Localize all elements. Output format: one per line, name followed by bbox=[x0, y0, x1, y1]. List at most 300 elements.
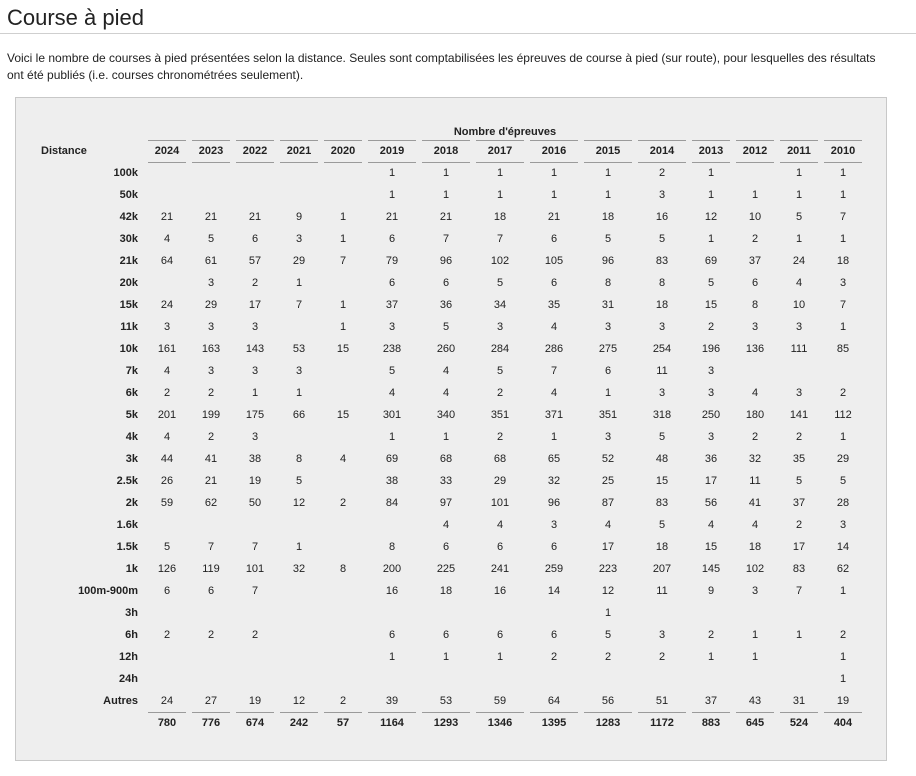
count-cell: 5 bbox=[604, 233, 612, 245]
count-cell: 1 bbox=[295, 541, 303, 553]
count-cell: 1 bbox=[839, 673, 847, 685]
count-cell: 3 bbox=[604, 431, 612, 443]
count-cell bbox=[189, 162, 233, 184]
count-cell: 12 bbox=[292, 695, 306, 707]
count-cell: 1 bbox=[795, 167, 803, 179]
count-cell: 301 bbox=[382, 409, 402, 421]
count-cell: 5 bbox=[795, 211, 803, 223]
count-cell: 6 bbox=[388, 277, 396, 289]
count-cell: 32 bbox=[547, 475, 561, 487]
count-cell: 102 bbox=[490, 255, 510, 267]
count-cell: 1 bbox=[496, 167, 504, 179]
count-cell: 2 bbox=[839, 387, 847, 399]
table-row bbox=[41, 206, 865, 228]
totals-row bbox=[41, 712, 865, 734]
count-cell: 5 bbox=[295, 475, 303, 487]
count-cell: 9 bbox=[707, 585, 715, 597]
count-cell: 136 bbox=[745, 343, 765, 355]
count-cell: 2 bbox=[550, 651, 558, 663]
count-cell: 5 bbox=[442, 321, 450, 333]
count-cell: 28 bbox=[836, 497, 850, 509]
count-cell: 24 bbox=[160, 299, 174, 311]
count-cell: 2 bbox=[207, 431, 215, 443]
count-cell bbox=[821, 602, 865, 624]
count-cell: 6 bbox=[604, 365, 612, 377]
count-cell: 18 bbox=[655, 299, 669, 311]
distance-label: 5k bbox=[125, 409, 138, 421]
count-cell: 4 bbox=[442, 387, 450, 399]
count-cell: 351 bbox=[490, 409, 510, 421]
count-cell: 2 bbox=[251, 277, 259, 289]
count-cell bbox=[233, 668, 277, 690]
count-cell: 1 bbox=[550, 189, 558, 201]
count-cell: 17 bbox=[792, 541, 806, 553]
count-cell bbox=[321, 646, 365, 668]
count-cell bbox=[635, 668, 689, 690]
count-cell: 2 bbox=[339, 497, 347, 509]
count-cell: 3 bbox=[658, 387, 666, 399]
count-cell bbox=[233, 514, 277, 536]
count-cell bbox=[189, 514, 233, 536]
distance-label: 1.5k bbox=[116, 541, 138, 553]
total-cell: 674 bbox=[233, 712, 277, 734]
count-cell: 59 bbox=[493, 695, 507, 707]
distance-label: 3h bbox=[125, 607, 138, 619]
count-cell: 351 bbox=[598, 409, 618, 421]
table-row bbox=[41, 448, 865, 470]
count-cell: 4 bbox=[163, 233, 171, 245]
count-cell bbox=[321, 470, 365, 492]
count-cell: 4 bbox=[795, 277, 803, 289]
total-cell: 1283 bbox=[581, 712, 635, 734]
count-cell: 7 bbox=[839, 211, 847, 223]
count-cell bbox=[189, 668, 233, 690]
count-cell: 29 bbox=[493, 475, 507, 487]
table-row bbox=[41, 272, 865, 294]
count-cell: 6 bbox=[550, 277, 558, 289]
count-cell: 286 bbox=[544, 343, 564, 355]
count-cell bbox=[365, 514, 419, 536]
count-cell: 26 bbox=[160, 475, 174, 487]
count-cell: 17 bbox=[248, 299, 262, 311]
count-cell: 3 bbox=[207, 277, 215, 289]
total-cell: 776 bbox=[189, 712, 233, 734]
count-cell: 1 bbox=[707, 189, 715, 201]
count-cell: 85 bbox=[836, 343, 850, 355]
table-row bbox=[41, 646, 865, 668]
count-cell: 16 bbox=[655, 211, 669, 223]
count-cell: 31 bbox=[792, 695, 806, 707]
count-cell: 29 bbox=[292, 255, 306, 267]
count-cell: 34 bbox=[493, 299, 507, 311]
count-cell: 5 bbox=[795, 475, 803, 487]
distance-label: 42k bbox=[119, 211, 138, 223]
table-row bbox=[41, 690, 865, 712]
count-cell bbox=[635, 602, 689, 624]
distance-label: Autres bbox=[103, 695, 138, 707]
count-cell: 12 bbox=[704, 211, 718, 223]
count-cell bbox=[321, 162, 365, 184]
count-cell: 1 bbox=[707, 651, 715, 663]
count-cell: 31 bbox=[601, 299, 615, 311]
count-cell: 38 bbox=[248, 453, 262, 465]
count-cell bbox=[189, 602, 233, 624]
count-cell: 7 bbox=[251, 585, 259, 597]
count-cell bbox=[473, 668, 527, 690]
count-cell: 2 bbox=[207, 629, 215, 641]
count-cell: 3 bbox=[295, 365, 303, 377]
count-cell: 6 bbox=[550, 541, 558, 553]
count-cell: 15 bbox=[336, 343, 350, 355]
table-row bbox=[41, 470, 865, 492]
count-cell: 4 bbox=[388, 387, 396, 399]
count-cell bbox=[527, 668, 581, 690]
year-column-header: 2018 bbox=[419, 140, 473, 162]
count-cell: 3 bbox=[839, 519, 847, 531]
count-cell: 21 bbox=[160, 211, 174, 223]
count-cell: 1 bbox=[496, 651, 504, 663]
count-cell: 7 bbox=[339, 255, 347, 267]
table-row bbox=[41, 316, 865, 338]
count-cell: 1 bbox=[839, 431, 847, 443]
distance-label: 6k bbox=[125, 387, 138, 399]
count-cell: 5 bbox=[658, 233, 666, 245]
count-cell: 18 bbox=[748, 541, 762, 553]
count-cell: 7 bbox=[251, 541, 259, 553]
table-row bbox=[41, 250, 865, 272]
count-cell: 37 bbox=[748, 255, 762, 267]
count-cell: 96 bbox=[547, 497, 561, 509]
count-cell: 50 bbox=[248, 497, 262, 509]
count-cell: 6 bbox=[442, 541, 450, 553]
count-cell: 1 bbox=[295, 387, 303, 399]
count-cell: 2 bbox=[795, 519, 803, 531]
count-cell: 4 bbox=[496, 519, 504, 531]
count-cell: 199 bbox=[201, 409, 221, 421]
count-cell: 1 bbox=[442, 167, 450, 179]
count-cell: 3 bbox=[707, 387, 715, 399]
count-cell: 3 bbox=[207, 321, 215, 333]
count-cell: 41 bbox=[204, 453, 218, 465]
count-cell: 21 bbox=[204, 475, 218, 487]
count-cell: 27 bbox=[204, 695, 218, 707]
distance-label: 2k bbox=[125, 497, 138, 509]
count-cell: 1 bbox=[795, 233, 803, 245]
count-cell: 2 bbox=[658, 167, 666, 179]
count-cell: 3 bbox=[751, 585, 759, 597]
distance-label: 21k bbox=[119, 255, 138, 267]
count-cell: 3 bbox=[163, 321, 171, 333]
distance-label: 100m-900m bbox=[78, 585, 138, 597]
count-cell: 223 bbox=[598, 563, 618, 575]
total-cell: 242 bbox=[277, 712, 321, 734]
count-cell: 7 bbox=[295, 299, 303, 311]
count-cell: 69 bbox=[704, 255, 718, 267]
count-cell: 3 bbox=[795, 387, 803, 399]
count-cell: 1 bbox=[839, 233, 847, 245]
count-cell bbox=[145, 514, 189, 536]
count-cell: 43 bbox=[748, 695, 762, 707]
count-cell: 2 bbox=[751, 233, 759, 245]
year-column-header: 2019 bbox=[365, 140, 419, 162]
table-row bbox=[41, 514, 865, 536]
stats-panel bbox=[15, 97, 887, 761]
count-cell: 19 bbox=[248, 695, 262, 707]
page-title: Course à pied bbox=[0, 0, 916, 34]
count-cell: 19 bbox=[836, 695, 850, 707]
count-cell bbox=[233, 162, 277, 184]
total-cell: 1346 bbox=[473, 712, 527, 734]
year-column-header: 2022 bbox=[233, 140, 277, 162]
count-cell: 8 bbox=[388, 541, 396, 553]
count-cell bbox=[321, 514, 365, 536]
count-cell: 4 bbox=[604, 519, 612, 531]
count-cell: 141 bbox=[789, 409, 809, 421]
count-cell bbox=[233, 646, 277, 668]
count-cell: 1 bbox=[795, 189, 803, 201]
count-cell: 3 bbox=[550, 519, 558, 531]
count-cell: 3 bbox=[388, 321, 396, 333]
count-cell bbox=[277, 426, 321, 448]
count-cell: 14 bbox=[836, 541, 850, 553]
table-row bbox=[41, 162, 865, 184]
count-cell: 207 bbox=[652, 563, 672, 575]
distance-label: 50k bbox=[119, 189, 138, 201]
count-cell: 7 bbox=[839, 299, 847, 311]
count-cell: 7 bbox=[496, 233, 504, 245]
count-cell: 6 bbox=[496, 629, 504, 641]
count-cell bbox=[581, 668, 635, 690]
year-column-header: 2014 bbox=[635, 140, 689, 162]
count-cell: 18 bbox=[439, 585, 453, 597]
count-cell: 6 bbox=[388, 233, 396, 245]
count-cell: 3 bbox=[707, 431, 715, 443]
count-cell: 1 bbox=[839, 189, 847, 201]
count-cell: 1 bbox=[604, 607, 612, 619]
count-cell: 1 bbox=[839, 651, 847, 663]
table-row bbox=[41, 184, 865, 206]
count-cell: 4 bbox=[751, 387, 759, 399]
year-column-header: 2015 bbox=[581, 140, 635, 162]
count-cell: 241 bbox=[490, 563, 510, 575]
table-row bbox=[41, 294, 865, 316]
count-cell: 24 bbox=[792, 255, 806, 267]
count-cell: 2 bbox=[496, 431, 504, 443]
count-cell: 101 bbox=[245, 563, 265, 575]
count-cell bbox=[733, 602, 777, 624]
count-cell: 1 bbox=[339, 233, 347, 245]
count-cell: 64 bbox=[160, 255, 174, 267]
count-cell: 3 bbox=[295, 233, 303, 245]
count-cell: 2 bbox=[604, 651, 612, 663]
count-cell: 1 bbox=[295, 277, 303, 289]
total-cell: 1172 bbox=[635, 712, 689, 734]
group-header: Nombre d'épreuves bbox=[453, 126, 557, 138]
distance-label: 30k bbox=[119, 233, 138, 245]
count-cell: 1 bbox=[550, 167, 558, 179]
count-cell: 8 bbox=[339, 563, 347, 575]
count-cell: 3 bbox=[496, 321, 504, 333]
count-cell bbox=[145, 602, 189, 624]
count-cell: 1 bbox=[442, 431, 450, 443]
count-cell: 254 bbox=[652, 343, 672, 355]
count-cell: 4 bbox=[163, 365, 171, 377]
count-cell: 44 bbox=[160, 453, 174, 465]
count-cell: 6 bbox=[496, 541, 504, 553]
count-cell: 39 bbox=[385, 695, 399, 707]
distance-label: 4k bbox=[125, 431, 138, 443]
count-cell: 16 bbox=[385, 585, 399, 597]
distance-label: 10k bbox=[119, 343, 138, 355]
count-cell: 1 bbox=[339, 211, 347, 223]
distance-label: 2.5k bbox=[116, 475, 138, 487]
count-cell: 68 bbox=[439, 453, 453, 465]
count-cell: 5 bbox=[707, 277, 715, 289]
count-cell: 1 bbox=[839, 167, 847, 179]
count-cell: 275 bbox=[598, 343, 618, 355]
count-cell: 65 bbox=[547, 453, 561, 465]
count-cell bbox=[277, 316, 321, 338]
count-cell: 51 bbox=[655, 695, 669, 707]
count-cell bbox=[277, 580, 321, 602]
count-cell: 163 bbox=[201, 343, 221, 355]
count-cell: 96 bbox=[439, 255, 453, 267]
count-cell bbox=[419, 668, 473, 690]
count-cell: 201 bbox=[157, 409, 177, 421]
count-cell: 200 bbox=[382, 563, 402, 575]
count-cell: 3 bbox=[658, 629, 666, 641]
count-cell: 1 bbox=[339, 321, 347, 333]
count-cell: 1 bbox=[604, 189, 612, 201]
count-cell: 7 bbox=[550, 365, 558, 377]
count-cell bbox=[777, 668, 821, 690]
count-cell: 340 bbox=[436, 409, 456, 421]
year-column-header: 2012 bbox=[733, 140, 777, 162]
count-cell: 6 bbox=[251, 233, 259, 245]
count-cell: 6 bbox=[751, 277, 759, 289]
count-cell: 56 bbox=[704, 497, 718, 509]
count-cell: 1 bbox=[388, 167, 396, 179]
count-cell: 4 bbox=[442, 365, 450, 377]
count-cell: 1 bbox=[751, 189, 759, 201]
count-cell: 238 bbox=[382, 343, 402, 355]
count-cell: 38 bbox=[385, 475, 399, 487]
count-cell: 6 bbox=[550, 629, 558, 641]
count-cell: 57 bbox=[248, 255, 262, 267]
count-cell: 1 bbox=[839, 321, 847, 333]
count-cell bbox=[473, 602, 527, 624]
distance-column-header: Distance bbox=[41, 145, 87, 157]
count-cell: 4 bbox=[442, 519, 450, 531]
count-cell: 52 bbox=[601, 453, 615, 465]
count-cell: 5 bbox=[658, 431, 666, 443]
count-cell: 97 bbox=[439, 497, 453, 509]
count-cell: 7 bbox=[795, 585, 803, 597]
count-cell: 2 bbox=[751, 431, 759, 443]
count-cell bbox=[277, 646, 321, 668]
count-cell: 101 bbox=[490, 497, 510, 509]
count-cell: 69 bbox=[385, 453, 399, 465]
count-cell bbox=[777, 360, 821, 382]
count-cell bbox=[527, 602, 581, 624]
count-cell: 6 bbox=[442, 277, 450, 289]
count-cell: 196 bbox=[701, 343, 721, 355]
count-cell: 3 bbox=[658, 321, 666, 333]
count-cell bbox=[277, 668, 321, 690]
count-cell bbox=[733, 162, 777, 184]
count-cell: 318 bbox=[652, 409, 672, 421]
total-cell: 1164 bbox=[365, 712, 419, 734]
year-column-header: 2021 bbox=[277, 140, 321, 162]
count-cell: 5 bbox=[496, 277, 504, 289]
count-cell: 1 bbox=[388, 431, 396, 443]
count-cell: 1 bbox=[388, 651, 396, 663]
count-cell bbox=[733, 360, 777, 382]
count-cell: 53 bbox=[439, 695, 453, 707]
count-cell: 1 bbox=[496, 189, 504, 201]
count-cell: 32 bbox=[292, 563, 306, 575]
year-column-header: 2013 bbox=[689, 140, 733, 162]
count-cell: 66 bbox=[292, 409, 306, 421]
count-cell: 111 bbox=[790, 343, 808, 355]
total-cell: 57 bbox=[321, 712, 365, 734]
count-cell: 37 bbox=[385, 299, 399, 311]
count-cell: 87 bbox=[601, 497, 615, 509]
count-cell: 24 bbox=[160, 695, 174, 707]
count-cell bbox=[145, 646, 189, 668]
year-column-header: 2010 bbox=[821, 140, 865, 162]
count-cell: 2 bbox=[658, 651, 666, 663]
count-cell: 11 bbox=[656, 365, 668, 377]
count-cell: 12 bbox=[601, 585, 615, 597]
race-count-table bbox=[41, 124, 865, 734]
count-cell: 2 bbox=[795, 431, 803, 443]
count-cell: 3 bbox=[795, 321, 803, 333]
count-cell: 8 bbox=[295, 453, 303, 465]
count-cell bbox=[233, 184, 277, 206]
table-row bbox=[41, 580, 865, 602]
distance-label: 3k bbox=[125, 453, 138, 465]
count-cell bbox=[321, 426, 365, 448]
count-cell: 33 bbox=[439, 475, 453, 487]
count-cell: 180 bbox=[745, 409, 765, 421]
distance-label: 11k bbox=[120, 321, 138, 333]
distance-label: 24h bbox=[119, 673, 138, 685]
count-cell: 260 bbox=[436, 343, 456, 355]
total-cell: 524 bbox=[777, 712, 821, 734]
count-cell: 35 bbox=[547, 299, 561, 311]
count-cell: 6 bbox=[163, 585, 171, 597]
count-cell bbox=[419, 602, 473, 624]
count-cell: 4 bbox=[707, 519, 715, 531]
table-row bbox=[41, 602, 865, 624]
table-row bbox=[41, 382, 865, 404]
count-cell: 7 bbox=[442, 233, 450, 245]
count-cell bbox=[277, 184, 321, 206]
count-cell: 21 bbox=[439, 211, 453, 223]
count-cell: 3 bbox=[839, 277, 847, 289]
count-cell: 21 bbox=[385, 211, 399, 223]
count-cell: 10 bbox=[748, 211, 762, 223]
count-cell: 2 bbox=[707, 629, 715, 641]
count-cell: 119 bbox=[202, 563, 220, 575]
count-cell: 15 bbox=[704, 299, 718, 311]
count-cell: 21 bbox=[248, 211, 262, 223]
count-cell: 37 bbox=[792, 497, 806, 509]
count-cell: 105 bbox=[544, 255, 564, 267]
count-cell: 83 bbox=[655, 497, 669, 509]
count-cell: 8 bbox=[658, 277, 666, 289]
